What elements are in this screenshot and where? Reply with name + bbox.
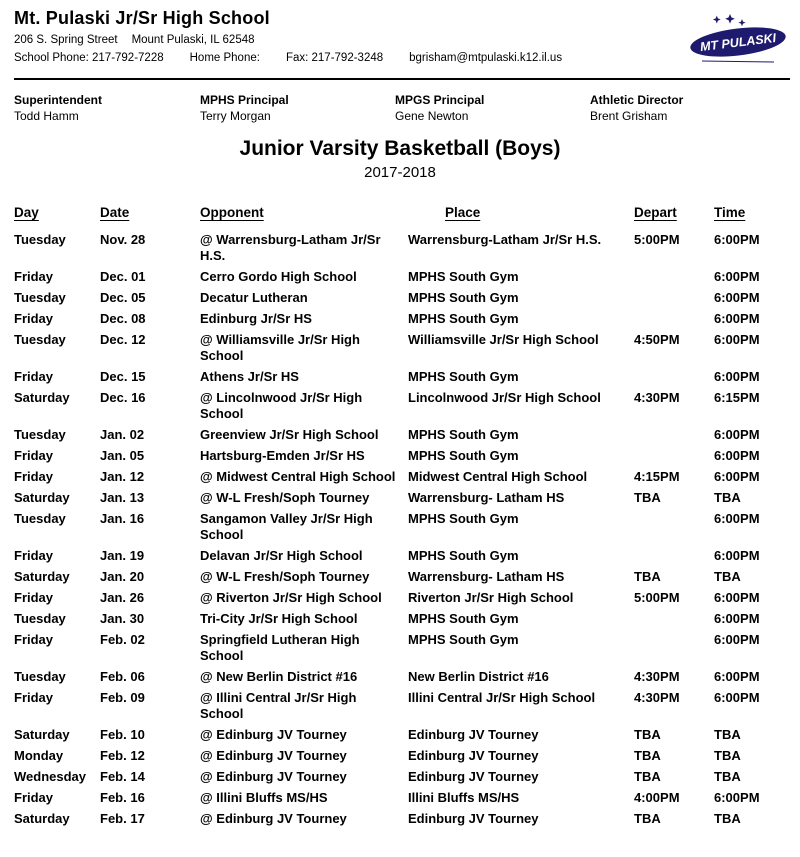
cell-day: Wednesday — [14, 768, 87, 784]
cell-day: Tuesday — [14, 668, 66, 684]
cell-place: MPHS South Gym — [408, 268, 519, 284]
school-name: Mt. Pulaski Jr/Sr High School — [14, 8, 270, 28]
cell-opponent: @ Illini Central Jr/Sr High School — [200, 689, 357, 721]
document-header — [14, 8, 800, 66]
cell-day: Friday — [14, 368, 54, 384]
cell-day: Tuesday — [14, 231, 66, 247]
page-title: Junior Varsity Basketball (Boys) — [239, 137, 561, 160]
cell-opponent: Hartsburg-Emden Jr/Sr HS — [200, 447, 365, 463]
staff-title: MPGS Principal — [395, 93, 485, 107]
table-row — [14, 587, 800, 608]
cell-date: Dec. 01 — [100, 268, 146, 284]
cell-day: Tuesday — [14, 331, 66, 347]
email-address: bgrisham@mtpulaski.k12.il.us — [409, 52, 563, 64]
table-row — [14, 508, 800, 545]
cell-day: Friday — [14, 589, 54, 605]
cell-place: MPHS South Gym — [408, 447, 519, 463]
table-row — [14, 424, 800, 445]
schedule-rows — [14, 229, 800, 829]
cell-time: 6:00PM — [714, 368, 760, 384]
logo-text: MT PULASKI — [699, 30, 777, 55]
cell-time: 6:00PM — [714, 789, 760, 805]
cell-place: Warrensburg- Latham HS — [408, 489, 565, 505]
cell-date: Feb. 02 — [100, 631, 145, 647]
table-row — [14, 487, 800, 508]
cell-opponent: Edinburg Jr/Sr HS — [200, 310, 312, 326]
cell-time: TBA — [714, 568, 741, 584]
cell-opponent: @ Edinburg JV Tourney — [200, 810, 347, 826]
staff-name: Todd Hamm — [14, 109, 79, 123]
cell-opponent: Delavan Jr/Sr High School — [200, 547, 363, 563]
cell-depart: 4:15PM — [634, 468, 680, 484]
cell-opponent: @ Warrensburg-Latham Jr/Sr H.S. — [200, 231, 381, 263]
cell-opponent: @ Illini Bluffs MS/HS — [200, 789, 328, 805]
col-header-time: Time — [714, 205, 746, 220]
cell-time: 6:15PM — [714, 389, 760, 405]
cell-time: TBA — [714, 747, 741, 763]
cell-date: Feb. 17 — [100, 810, 145, 826]
col-header-opponent: Opponent — [200, 205, 264, 220]
table-row — [14, 687, 800, 724]
cell-day: Tuesday — [14, 510, 66, 526]
cell-place: Edinburg JV Tourney — [408, 768, 539, 784]
col-header-date: Date — [100, 205, 130, 220]
cell-date: Dec. 05 — [100, 289, 146, 305]
staff-name: Gene Newton — [395, 109, 469, 123]
cell-time: 6:00PM — [714, 268, 760, 284]
table-row — [14, 566, 800, 587]
staff-title: MPHS Principal — [200, 93, 289, 107]
cell-date: Jan. 16 — [100, 510, 145, 526]
table-row — [14, 808, 800, 829]
cell-time: TBA — [714, 768, 741, 784]
cell-opponent: @ W-L Fresh/Soph Tourney — [200, 489, 370, 505]
header-left — [14, 8, 562, 64]
cell-place: Williamsville Jr/Sr High School — [408, 331, 599, 347]
cell-depart: 5:00PM — [634, 231, 680, 247]
school-phone: School Phone: 217-792-7228 — [14, 52, 164, 64]
staff-athletic-director — [590, 93, 800, 123]
cell-time: 6:00PM — [714, 231, 760, 247]
cell-depart: TBA — [634, 810, 661, 826]
cell-depart: TBA — [634, 747, 661, 763]
cell-place: Midwest Central High School — [408, 468, 588, 484]
cell-day: Friday — [14, 468, 54, 484]
cell-day: Friday — [14, 268, 54, 284]
cell-date: Feb. 16 — [100, 789, 145, 805]
cell-opponent: @ New Berlin District #16 — [200, 668, 358, 684]
cell-place: New Berlin District #16 — [408, 668, 549, 684]
cell-date: Feb. 14 — [100, 768, 145, 784]
table-row — [14, 787, 800, 808]
school-address — [14, 34, 562, 46]
season-label: 2017-2018 — [364, 164, 436, 181]
cell-date: Dec. 08 — [100, 310, 146, 326]
cell-time: TBA — [714, 726, 741, 742]
cell-date: Jan. 13 — [100, 489, 145, 505]
address-street: 206 S. Spring Street — [14, 34, 118, 46]
logo-underline — [702, 61, 774, 62]
cell-date: Jan. 20 — [100, 568, 145, 584]
school-logo — [686, 10, 790, 66]
cell-date: Feb. 10 — [100, 726, 145, 742]
cell-date: Jan. 30 — [100, 610, 145, 626]
cell-time: 6:00PM — [714, 331, 760, 347]
table-row — [14, 308, 800, 329]
cell-date: Jan. 26 — [100, 589, 145, 605]
cell-date: Feb. 06 — [100, 668, 145, 684]
cell-time: TBA — [714, 810, 741, 826]
cell-place: Illini Bluffs MS/HS — [408, 789, 520, 805]
table-row — [14, 545, 800, 566]
col-header-depart: Depart — [634, 205, 677, 220]
table-row — [14, 329, 800, 366]
cell-opponent: Cerro Gordo High School — [200, 268, 357, 284]
cell-time: 6:00PM — [714, 689, 760, 705]
cell-depart: 4:50PM — [634, 331, 680, 347]
staff-superintendent — [14, 93, 200, 123]
cell-time: 6:00PM — [714, 289, 760, 305]
cell-opponent: @ W-L Fresh/Soph Tourney — [200, 568, 370, 584]
cell-date: Jan. 05 — [100, 447, 145, 463]
fax-number: Fax: 217-792-3248 — [285, 52, 384, 64]
table-row — [14, 266, 800, 287]
cell-date: Dec. 15 — [100, 368, 146, 384]
cell-opponent: @ Lincolnwood Jr/Sr High School — [200, 389, 363, 421]
cell-opponent: @ Edinburg JV Tourney — [200, 747, 347, 763]
table-row — [14, 666, 800, 687]
col-header-day: Day — [14, 205, 39, 220]
cell-time: 6:00PM — [714, 468, 760, 484]
cell-date: Feb. 09 — [100, 689, 145, 705]
cell-date: Jan. 12 — [100, 468, 145, 484]
cell-opponent: Tri-City Jr/Sr High School — [200, 610, 358, 626]
table-row — [14, 229, 800, 266]
cell-day: Tuesday — [14, 426, 66, 442]
col-header-place: Place — [445, 205, 481, 220]
cell-place: MPHS South Gym — [408, 510, 519, 526]
logo-ellipse — [689, 23, 788, 61]
cell-day: Friday — [14, 447, 54, 463]
home-phone: Home Phone: — [189, 52, 260, 64]
cell-day: Friday — [14, 689, 54, 705]
cell-day: Saturday — [14, 726, 70, 742]
cell-opponent: Decatur Lutheran — [200, 289, 308, 305]
cell-opponent: @ Edinburg JV Tourney — [200, 726, 347, 742]
table-header-row — [14, 205, 800, 220]
cell-time: 6:00PM — [714, 631, 760, 647]
cell-opponent: @ Williamsville Jr/Sr High School — [200, 331, 360, 363]
cell-day: Friday — [14, 789, 54, 805]
staff-name: Brent Grisham — [590, 109, 668, 123]
cell-place: Edinburg JV Tourney — [408, 810, 539, 826]
cell-day: Friday — [14, 310, 54, 326]
cell-place: MPHS South Gym — [408, 426, 519, 442]
cell-time: 6:00PM — [714, 447, 760, 463]
cell-date: Jan. 02 — [100, 426, 145, 442]
contact-line — [14, 52, 562, 64]
staff-title: Superintendent — [14, 93, 103, 107]
cell-date: Feb. 12 — [100, 747, 145, 763]
table-row — [14, 724, 800, 745]
cell-opponent: Greenview Jr/Sr High School — [200, 426, 379, 442]
table-row — [14, 287, 800, 308]
cell-place: Edinburg JV Tourney — [408, 747, 539, 763]
cell-depart: 4:30PM — [634, 689, 680, 705]
staff-mpgs-principal — [395, 93, 590, 123]
cell-place: Edinburg JV Tourney — [408, 726, 539, 742]
cell-time: 6:00PM — [714, 426, 760, 442]
cell-opponent: @ Riverton Jr/Sr High School — [200, 589, 382, 605]
cell-day: Saturday — [14, 810, 70, 826]
cell-date: Nov. 28 — [100, 231, 146, 247]
cell-place: Riverton Jr/Sr High School — [408, 589, 574, 605]
table-row — [14, 745, 800, 766]
cell-place: MPHS South Gym — [408, 368, 519, 384]
cell-place: Warrensburg-Latham Jr/Sr H.S. — [408, 231, 602, 247]
cell-opponent: Sangamon Valley Jr/Sr High School — [200, 510, 373, 542]
cell-place: MPHS South Gym — [408, 631, 519, 647]
cell-time: 6:00PM — [714, 610, 760, 626]
table-row — [14, 629, 800, 666]
staff-mphs-principal — [200, 93, 395, 123]
logo-stars-icon — [713, 14, 746, 26]
cell-day: Saturday — [14, 389, 70, 405]
table-row — [14, 387, 800, 424]
cell-day: Tuesday — [14, 289, 66, 305]
staff-title: Athletic Director — [590, 93, 684, 107]
staff-name: Terry Morgan — [200, 109, 271, 123]
cell-day: Saturday — [14, 568, 70, 584]
cell-depart: 4:30PM — [634, 668, 680, 684]
cell-time: 6:00PM — [714, 510, 760, 526]
cell-opponent: Springfield Lutheran High School — [200, 631, 360, 663]
table-row — [14, 366, 800, 387]
table-row — [14, 766, 800, 787]
address-city: Mount Pulaski, IL 62548 — [131, 34, 255, 46]
staff-row — [14, 93, 800, 123]
cell-opponent: @ Midwest Central High School — [200, 468, 396, 484]
cell-depart: TBA — [634, 489, 661, 505]
cell-day: Tuesday — [14, 610, 66, 626]
cell-place: Lincolnwood Jr/Sr High School — [408, 389, 601, 405]
cell-day: Friday — [14, 547, 54, 563]
cell-place: MPHS South Gym — [408, 289, 519, 305]
cell-day: Saturday — [14, 489, 70, 505]
cell-day: Friday — [14, 631, 54, 647]
cell-place: Warrensburg- Latham HS — [408, 568, 565, 584]
cell-place: MPHS South Gym — [408, 610, 519, 626]
cell-depart: TBA — [634, 768, 661, 784]
cell-day: Monday — [14, 747, 64, 763]
schedule-table — [14, 205, 800, 829]
cell-place: MPHS South Gym — [408, 547, 519, 563]
cell-opponent: Athens Jr/Sr HS — [200, 368, 299, 384]
table-row — [14, 466, 800, 487]
cell-date: Dec. 12 — [100, 331, 146, 347]
cell-place: Illini Central Jr/Sr High School — [408, 689, 596, 705]
cell-date: Jan. 19 — [100, 547, 145, 563]
header-divider — [14, 78, 790, 80]
cell-place: MPHS South Gym — [408, 310, 519, 326]
cell-depart: 4:00PM — [634, 789, 680, 805]
table-row — [14, 445, 800, 466]
cell-depart: 4:30PM — [634, 389, 680, 405]
cell-opponent: @ Edinburg JV Tourney — [200, 768, 347, 784]
cell-time: 6:00PM — [714, 547, 760, 563]
table-row — [14, 608, 800, 629]
cell-time: TBA — [714, 489, 741, 505]
cell-time: 6:00PM — [714, 589, 760, 605]
cell-time: 6:00PM — [714, 310, 760, 326]
cell-depart: TBA — [634, 568, 661, 584]
cell-depart: 5:00PM — [634, 589, 680, 605]
cell-date: Dec. 16 — [100, 389, 146, 405]
cell-depart: TBA — [634, 726, 661, 742]
school-logo-graphic — [686, 10, 790, 66]
cell-time: 6:00PM — [714, 668, 760, 684]
